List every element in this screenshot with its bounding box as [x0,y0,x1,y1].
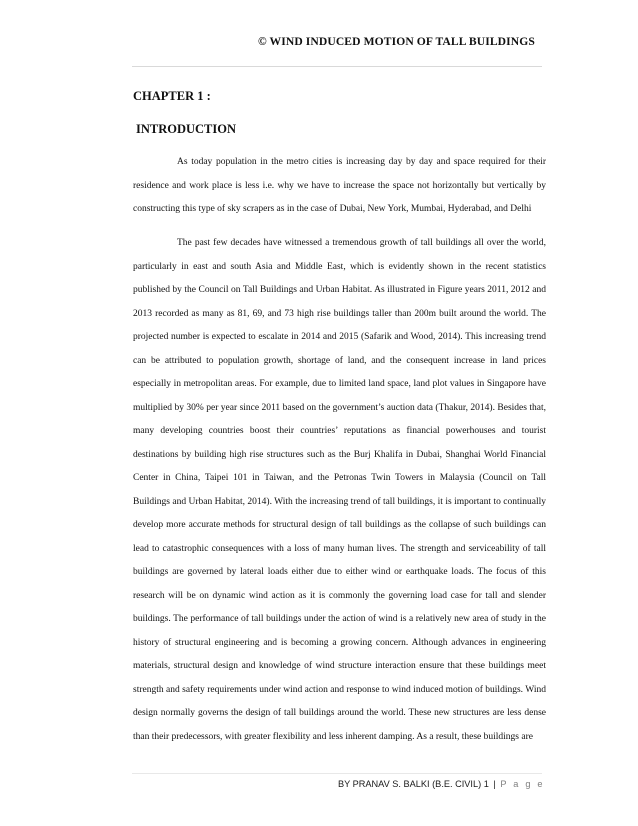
chapter-heading: CHAPTER 1 : [133,89,211,103]
footer-page-number: 1 [483,779,489,789]
section-heading: INTRODUCTION [136,122,237,136]
body-paragraph-2: The past few decades have witnessed a tremendous growth of tall buildings all over the world, particularly in east and south Asia and Middle East, which is evidently shown in the recent statistics published by the Council on Tall Buildings and Urban Habitat. As illustrated in Figure years 2011, 2012 and 2013 recorded as many as 81, 69, and 73 high rise buildings taller than 200m built around the world. The projected number is expected to escalate in 2014 and 2015 (Safarik and Wood, 2014). This increasing trend can be attributed to population growth, shortage of land, and the consequent increase in land prices especially in metropolitan areas. For example, due to limited land space, land plot values in Singapore have multiplied by 30% per year since 2011 based on the government’s auction data (Thakur, 2014). Besides that, many developing countries boost their countries’ reputations as financial powerhouses and tourist destinations by building high rise structures such as the Burj Khalifa in Dubai, Shanghai World Financial Center in China, Taipei 101 in Taiwan, and the Petronas Twin Towers in Malaysia (Council on Tall Buildings and Urban Habitat, 2014). With the increasing trend of tall buildings, it is important to continually develop more accurate methods for structural design of tall buildings as the collapse of such buildings can lead to catastrophic consequences with a loss of many human lives. The strength and serviceability of tall buildings are governed by lateral loads either due to either wind or earthquake loads. The focus of this research will be on dynamic wind action as it is commonly the governing load case for tall and slender buildings. The performance of tall buildings under the action of wind is a relatively new area of study in the history of structural engineering and is becoming a growing concern. Although advances in engineering materials, structural design and knowledge of wind structure interaction ensure that these buildings meet strength and safety requirements under wind action and response to wind induced motion of buildings. Wind design normally governs the design of tall buildings around the world. These new structures are less dense than their predecessors, with greater flexibility and less inherent damping. As a result, these buildings are [133,238,546,742]
footer-page-word: P a g e [500,779,545,789]
header-divider [132,66,542,67]
footer-author: BY PRANAV S. BALKI (B.E. CIVIL) [338,779,482,789]
footer-separator: | [493,779,496,789]
footer-divider [132,773,542,774]
running-header-title: © WIND INDUCED MOTION OF TALL BUILDINGS [258,35,535,48]
page-footer [338,779,545,789]
body-paragraph-1: As today population in the metro cities is increasing day by day and space required for their residence and work place is less i.e. why we have to increase the space not horizontally but vertically by constructing this type of sky scrapers as in the case of Dubai, New York, Mumbai, Hyderabad, and Delhi [133,157,546,214]
